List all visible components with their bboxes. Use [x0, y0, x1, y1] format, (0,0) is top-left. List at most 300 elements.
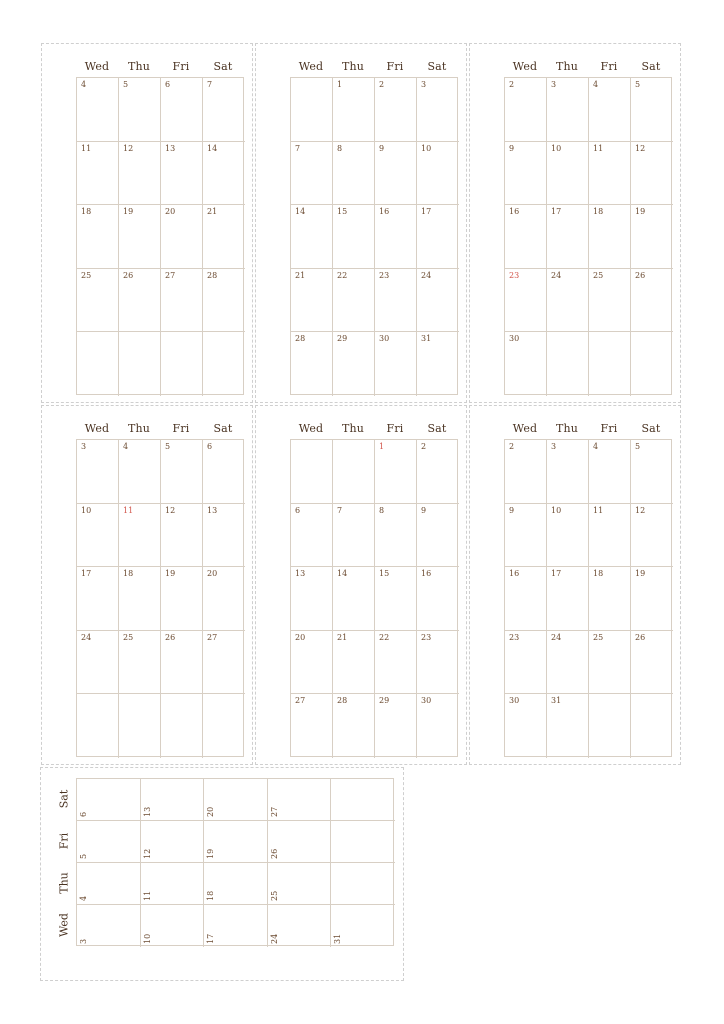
day-cell[interactable] [291, 142, 333, 206]
day-number: 19 [123, 207, 134, 217]
day-cell[interactable] [119, 142, 161, 206]
day-cell[interactable] [547, 694, 589, 758]
day-cell[interactable] [161, 78, 203, 142]
day-number: 19 [206, 848, 216, 859]
day-cell[interactable] [161, 504, 203, 568]
day-number: 5 [635, 442, 641, 451]
day-cell[interactable] [631, 269, 673, 333]
day-number: 3 [81, 442, 87, 451]
day-cell[interactable] [589, 78, 631, 142]
day-number: 8 [379, 505, 385, 515]
day-cell[interactable] [333, 205, 375, 269]
day-number: 11 [142, 890, 152, 901]
day-cell[interactable] [268, 821, 332, 863]
day-number: 12 [165, 505, 176, 515]
day-cell[interactable] [589, 142, 631, 206]
day-number: 11 [81, 143, 92, 153]
day-cell[interactable] [77, 631, 119, 695]
day-cell[interactable] [119, 567, 161, 631]
day-cell[interactable] [203, 142, 245, 206]
day-cell[interactable] [505, 142, 547, 206]
day-grid [504, 439, 672, 757]
day-number: 6 [295, 505, 301, 515]
day-cell[interactable] [417, 504, 459, 568]
weekday-label: Thu [555, 60, 579, 73]
day-cell[interactable] [161, 142, 203, 206]
day-number: 5 [635, 80, 641, 89]
day-cell[interactable] [119, 504, 161, 568]
day-number: 10 [551, 505, 562, 515]
day-cell[interactable] [161, 440, 203, 504]
day-cell[interactable] [331, 905, 395, 947]
day-cell[interactable] [203, 332, 245, 396]
day-number: 28 [207, 270, 218, 280]
weekday-label: Sat [641, 422, 661, 435]
day-cell[interactable] [589, 504, 631, 568]
day-cell[interactable] [375, 504, 417, 568]
day-cell[interactable] [417, 269, 459, 333]
weekday-label: Sat [213, 422, 233, 435]
day-cell[interactable] [333, 694, 375, 758]
day-cell[interactable] [77, 269, 119, 333]
day-number: 16 [379, 207, 390, 217]
day-cell[interactable] [631, 142, 673, 206]
day-grid [76, 77, 244, 395]
day-cell[interactable] [631, 440, 673, 504]
day-number: 6 [79, 811, 88, 817]
day-number: 21 [337, 632, 348, 642]
weekday-label-rotated [54, 820, 74, 862]
weekday-header [290, 60, 458, 78]
day-number: 24 [421, 270, 432, 280]
day-number: 15 [337, 207, 348, 217]
day-cell[interactable] [141, 779, 205, 821]
day-number: 11 [593, 143, 604, 153]
day-number: 19 [165, 569, 176, 579]
day-number: 17 [81, 569, 92, 579]
weekday-header [504, 422, 672, 440]
day-cell[interactable] [161, 332, 203, 396]
day-number: 25 [269, 890, 279, 901]
day-cell[interactable] [333, 504, 375, 568]
day-cell[interactable] [375, 631, 417, 695]
day-cell[interactable] [589, 332, 631, 396]
weekday-header [76, 422, 244, 440]
day-cell[interactable] [505, 332, 547, 396]
day-number: 23 [379, 270, 390, 280]
day-number: 18 [206, 890, 216, 901]
day-number: 17 [551, 207, 562, 217]
day-cell[interactable] [375, 332, 417, 396]
day-number: 3 [79, 938, 88, 944]
day-number: 4 [123, 442, 129, 451]
day-cell[interactable] [375, 694, 417, 758]
day-cell[interactable] [589, 269, 631, 333]
weekday-label: Sat [427, 422, 447, 435]
day-cell[interactable] [505, 631, 547, 695]
day-cell[interactable] [331, 779, 395, 821]
day-number: 2 [421, 442, 427, 451]
month-panel [469, 405, 681, 765]
day-cell[interactable] [291, 269, 333, 333]
day-cell[interactable] [119, 269, 161, 333]
day-cell[interactable] [547, 332, 589, 396]
day-number: 2 [379, 80, 385, 89]
day-number: 8 [337, 143, 343, 153]
day-number: 19 [635, 207, 646, 217]
day-number: 25 [593, 632, 604, 642]
day-number: 12 [142, 848, 152, 859]
day-cell[interactable] [204, 779, 268, 821]
day-number: 4 [79, 895, 88, 901]
day-cell[interactable] [291, 205, 333, 269]
day-number: 21 [295, 270, 306, 280]
day-cell[interactable] [505, 694, 547, 758]
day-cell[interactable] [417, 142, 459, 206]
weekday-label-rotated [54, 862, 74, 904]
day-number: 19 [635, 569, 646, 579]
day-number: 27 [165, 270, 176, 280]
day-cell[interactable] [417, 694, 459, 758]
day-cell[interactable] [77, 440, 119, 504]
day-cell[interactable] [203, 269, 245, 333]
day-cell[interactable] [417, 205, 459, 269]
day-cell[interactable] [203, 440, 245, 504]
day-cell[interactable] [547, 440, 589, 504]
day-number: 17 [206, 933, 216, 944]
day-number: 24 [551, 632, 562, 642]
day-cell[interactable] [291, 631, 333, 695]
day-cell[interactable] [291, 440, 333, 504]
day-cell[interactable] [203, 567, 245, 631]
day-number: 29 [337, 334, 348, 344]
weekday-label: Wed [57, 913, 71, 937]
day-cell[interactable] [77, 821, 141, 863]
day-cell[interactable] [161, 269, 203, 333]
day-cell[interactable] [291, 332, 333, 396]
day-cell[interactable] [631, 567, 673, 631]
day-cell[interactable] [331, 821, 395, 863]
day-number: 9 [421, 505, 427, 515]
weekday-label-rotated [54, 904, 74, 946]
day-cell[interactable] [589, 567, 631, 631]
day-number: 1 [337, 80, 343, 89]
day-cell[interactable] [375, 142, 417, 206]
day-cell[interactable] [291, 694, 333, 758]
day-number: 28 [337, 696, 348, 706]
day-number: 27 [295, 696, 306, 706]
day-grid [290, 77, 458, 395]
day-number: 14 [337, 569, 348, 579]
day-cell[interactable] [631, 332, 673, 396]
day-number: 26 [635, 632, 646, 642]
day-cell[interactable] [505, 205, 547, 269]
day-cell[interactable] [204, 821, 268, 863]
day-number: 16 [509, 569, 520, 579]
day-number: 16 [421, 569, 432, 579]
day-number: 10 [551, 143, 562, 153]
day-cell[interactable] [291, 504, 333, 568]
day-cell[interactable] [375, 567, 417, 631]
day-number: 5 [79, 853, 88, 859]
weekday-label: Wed [298, 60, 324, 73]
day-number: 14 [295, 207, 306, 217]
weekday-label: Wed [512, 422, 538, 435]
weekday-label: Thu [555, 422, 579, 435]
weekday-label: Thu [127, 422, 151, 435]
day-number: 3 [551, 442, 557, 451]
weekday-header [76, 60, 244, 78]
day-number: 1 [379, 442, 385, 451]
weekday-label: Sat [427, 60, 447, 73]
rotated-month-panel [40, 767, 404, 981]
day-number: 31 [421, 334, 432, 344]
day-cell[interactable] [333, 142, 375, 206]
day-number: 25 [593, 270, 604, 280]
day-number: 6 [207, 442, 213, 451]
day-number: 27 [207, 632, 218, 642]
day-cell[interactable] [203, 78, 245, 142]
day-cell[interactable] [331, 863, 395, 905]
day-number: 7 [295, 143, 301, 153]
day-number: 4 [81, 80, 87, 89]
day-cell[interactable] [547, 205, 589, 269]
day-number: 16 [509, 207, 520, 217]
day-number: 22 [379, 632, 390, 642]
day-number: 27 [269, 806, 279, 817]
weekday-label: Fri [172, 60, 190, 73]
day-cell[interactable] [589, 631, 631, 695]
day-cell[interactable] [417, 78, 459, 142]
day-number: 23 [421, 632, 432, 642]
day-cell[interactable] [161, 694, 203, 758]
day-number: 11 [123, 505, 134, 515]
day-number: 13 [142, 806, 152, 817]
day-number: 31 [333, 933, 343, 944]
day-cell[interactable] [77, 142, 119, 206]
day-cell[interactable] [547, 631, 589, 695]
day-grid [504, 77, 672, 395]
day-number: 14 [207, 143, 218, 153]
day-number: 20 [206, 806, 216, 817]
weekday-label: Sat [57, 789, 71, 809]
day-cell[interactable] [505, 440, 547, 504]
day-number: 10 [421, 143, 432, 153]
day-cell[interactable] [333, 631, 375, 695]
day-number: 18 [123, 569, 134, 579]
day-number: 20 [295, 632, 306, 642]
day-cell[interactable] [631, 504, 673, 568]
day-cell[interactable] [203, 504, 245, 568]
day-cell[interactable] [119, 694, 161, 758]
day-number: 26 [165, 632, 176, 642]
day-number: 30 [509, 334, 520, 344]
day-cell[interactable] [333, 567, 375, 631]
day-cell[interactable] [161, 631, 203, 695]
day-number: 5 [165, 442, 171, 451]
day-number: 13 [165, 143, 176, 153]
day-number: 21 [207, 207, 218, 217]
weekday-label: Wed [298, 422, 324, 435]
day-cell[interactable] [547, 78, 589, 142]
day-number: 9 [379, 143, 385, 153]
day-cell[interactable] [291, 567, 333, 631]
day-number: 18 [593, 569, 604, 579]
day-cell[interactable] [333, 269, 375, 333]
day-cell[interactable] [119, 440, 161, 504]
weekday-label: Thu [57, 872, 71, 894]
day-cell[interactable] [77, 567, 119, 631]
day-number: 3 [421, 80, 427, 89]
day-cell[interactable] [589, 440, 631, 504]
weekday-label: Fri [386, 60, 404, 73]
month-panel [41, 405, 253, 765]
weekday-header [504, 60, 672, 78]
weekday-label: Fri [600, 422, 618, 435]
day-number: 20 [207, 569, 218, 579]
day-cell[interactable] [631, 631, 673, 695]
day-number: 4 [593, 80, 599, 89]
day-cell[interactable] [77, 78, 119, 142]
day-number: 10 [142, 933, 152, 944]
day-number: 2 [509, 442, 515, 451]
day-cell[interactable] [333, 332, 375, 396]
day-number: 24 [81, 632, 92, 642]
day-cell[interactable] [268, 779, 332, 821]
day-cell[interactable] [141, 821, 205, 863]
day-cell[interactable] [631, 205, 673, 269]
day-cell[interactable] [417, 332, 459, 396]
day-cell[interactable] [547, 504, 589, 568]
day-cell[interactable] [268, 863, 332, 905]
day-cell[interactable] [77, 504, 119, 568]
day-number: 18 [593, 207, 604, 217]
day-cell[interactable] [141, 905, 205, 947]
day-cell[interactable] [77, 205, 119, 269]
day-cell[interactable] [203, 205, 245, 269]
day-cell[interactable] [119, 78, 161, 142]
day-cell[interactable] [375, 440, 417, 504]
day-cell[interactable] [291, 78, 333, 142]
day-cell[interactable] [375, 78, 417, 142]
day-number: 3 [551, 80, 557, 89]
day-number: 28 [295, 334, 306, 344]
day-cell[interactable] [268, 905, 332, 947]
day-number: 31 [551, 696, 562, 706]
day-number: 25 [123, 632, 134, 642]
day-number: 25 [81, 270, 92, 280]
day-cell[interactable] [505, 567, 547, 631]
weekday-label: Wed [512, 60, 538, 73]
day-cell[interactable] [375, 205, 417, 269]
day-cell[interactable] [631, 694, 673, 758]
day-cell[interactable] [161, 205, 203, 269]
day-cell[interactable] [77, 779, 141, 821]
weekday-label: Sat [213, 60, 233, 73]
weekday-label-rotated [54, 778, 74, 820]
day-cell[interactable] [505, 504, 547, 568]
month-panel [255, 405, 467, 765]
month-panel [469, 43, 681, 403]
day-number: 6 [165, 80, 171, 89]
day-number: 22 [337, 270, 348, 280]
day-cell[interactable] [589, 694, 631, 758]
day-cell[interactable] [141, 863, 205, 905]
day-number: 11 [593, 505, 604, 515]
weekday-label: Thu [127, 60, 151, 73]
day-cell[interactable] [204, 863, 268, 905]
day-cell[interactable] [417, 567, 459, 631]
day-cell[interactable] [547, 142, 589, 206]
day-number: 12 [635, 505, 646, 515]
day-number: 15 [379, 569, 390, 579]
day-number: 7 [207, 80, 213, 89]
day-cell[interactable] [547, 269, 589, 333]
day-cell[interactable] [505, 78, 547, 142]
weekday-label: Fri [600, 60, 618, 73]
day-cell[interactable] [375, 269, 417, 333]
day-number: 9 [509, 143, 515, 153]
day-number: 7 [337, 505, 343, 515]
day-cell[interactable] [77, 905, 141, 947]
day-cell[interactable] [203, 631, 245, 695]
day-grid [76, 439, 244, 757]
weekday-label: Wed [84, 422, 110, 435]
day-number: 5 [123, 80, 129, 89]
day-cell[interactable] [547, 567, 589, 631]
day-number: 23 [509, 632, 520, 642]
day-cell[interactable] [333, 78, 375, 142]
day-cell[interactable] [204, 905, 268, 947]
day-cell[interactable] [333, 440, 375, 504]
day-number: 13 [295, 569, 306, 579]
day-number: 13 [207, 505, 218, 515]
day-cell[interactable] [77, 694, 119, 758]
day-number: 9 [509, 505, 515, 515]
day-number: 2 [509, 80, 515, 89]
day-number: 4 [593, 442, 599, 451]
weekday-label: Fri [172, 422, 190, 435]
day-number: 30 [509, 696, 520, 706]
day-number: 30 [421, 696, 432, 706]
day-number: 17 [421, 207, 432, 217]
month-panel [41, 43, 253, 403]
day-cell[interactable] [631, 78, 673, 142]
day-cell[interactable] [417, 631, 459, 695]
day-number: 26 [635, 270, 646, 280]
day-cell[interactable] [417, 440, 459, 504]
weekday-label: Fri [57, 832, 71, 850]
day-cell[interactable] [589, 205, 631, 269]
day-cell[interactable] [119, 631, 161, 695]
weekday-label: Fri [386, 422, 404, 435]
weekday-header [290, 422, 458, 440]
day-cell[interactable] [203, 694, 245, 758]
day-cell[interactable] [505, 269, 547, 333]
day-number: 12 [123, 143, 134, 153]
day-grid [290, 439, 458, 757]
weekday-label: Thu [341, 60, 365, 73]
day-cell[interactable] [119, 332, 161, 396]
day-number: 20 [165, 207, 176, 217]
day-cell[interactable] [77, 863, 141, 905]
day-cell[interactable] [77, 332, 119, 396]
day-cell[interactable] [161, 567, 203, 631]
day-number: 24 [269, 933, 279, 944]
day-number: 30 [379, 334, 390, 344]
rotated-day-grid [76, 778, 394, 946]
day-cell[interactable] [119, 205, 161, 269]
